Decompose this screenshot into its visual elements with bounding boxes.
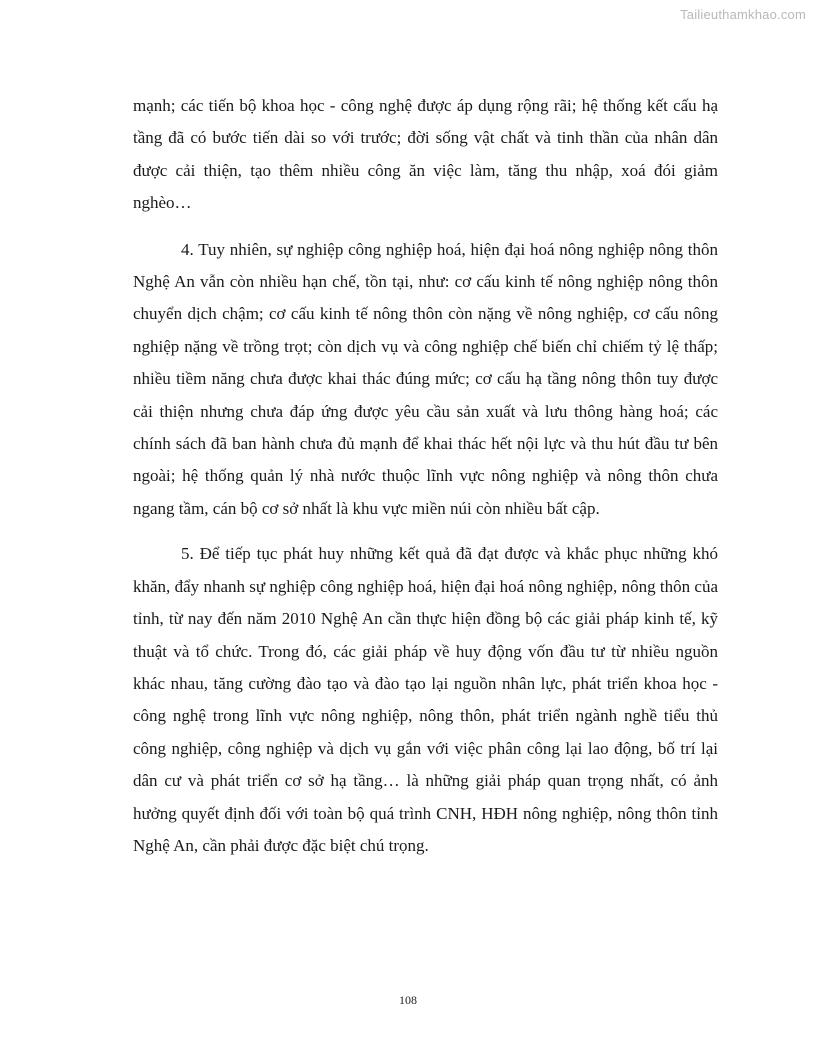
paragraph-4: 4. Tuy nhiên, sự nghiệp công nghiệp hoá, hiện đại hoá nông nghiệp nông thôn Nghệ An vẫn còn nhiều hạn chế, tồn tại, như: cơ cấu kinh tế nông nghiệp nông thôn chuyển dịch chậm; cơ cấu kinh tế nông thôn còn nặng về nông nghiệp, cơ cấu nông nghiệp nặng về trồng trọt; còn dịch vụ và công nghiệp chế biến chỉ chiếm tỷ lệ thấp; nhiều tiềm năng chưa được khai thác đúng mức; cơ cấu hạ tầng nông thôn tuy được cải thiện nhưng chưa đáp ứng được yêu cầu sản xuất và lưu thông hàng hoá; các chính sách đã ban hành chưa đủ mạnh để khai thác hết nội lực và thu hút đầu tư bên ngoài; hệ thống quản lý nhà nước thuộc lĩnh vực nông nghiệp và nông thôn chưa ngang tầm, cán bộ cơ sở nhất là khu vực miền núi còn nhiều bất cập. <box>133 239 718 518</box>
paragraph-continuation: mạnh; các tiến bộ khoa học - công nghệ được áp dụng rộng rãi; hệ thống kết cấu hạ tầng đã có bước tiến dài so với trước; đời sống vật chất và tinh thần của nhân dân được cải thiện, tạo thêm nhiều công ăn việc làm, tăng thu nhập, xoá đói giảm nghèo… <box>133 96 718 213</box>
document-body <box>133 90 718 862</box>
page-number: 108 <box>399 993 417 1007</box>
paragraph-5: 5. Để tiếp tục phát huy những kết quả đã đạt được và khắc phục những khó khăn, đẩy nhanh sự nghiệp công nghiệp hoá, hiện đại hoá nông nghiệp, nông thôn của tỉnh, từ nay đến năm 2010 Nghệ An cần thực hiện đồng bộ các giải pháp kinh tế, kỹ thuật và tổ chức. Trong đó, các giải pháp về huy động vốn đầu tư từ nhiều nguồn khác nhau, tăng cường đào tạo và đào tạo lại nguồn nhân lực, phát triển khoa học - công nghệ trong lĩnh vực nông nghiệp, nông thôn, phát triển ngành nghề tiểu thủ công nghiệp, công nghiệp và dịch vụ gắn với việc phân công lại lao động, bố trí lại dân cư và phát triển cơ sở hạ tầng… là những giải pháp quan trọng nhất, có ảnh hưởng quyết định đối với toàn bộ quá trình CNH, HĐH nông nghiệp, nông thôn tỉnh Nghệ An, cần phải được đặc biệt chú trọng. <box>133 544 718 855</box>
watermark: Tailieuthamkhao.com <box>680 7 806 22</box>
